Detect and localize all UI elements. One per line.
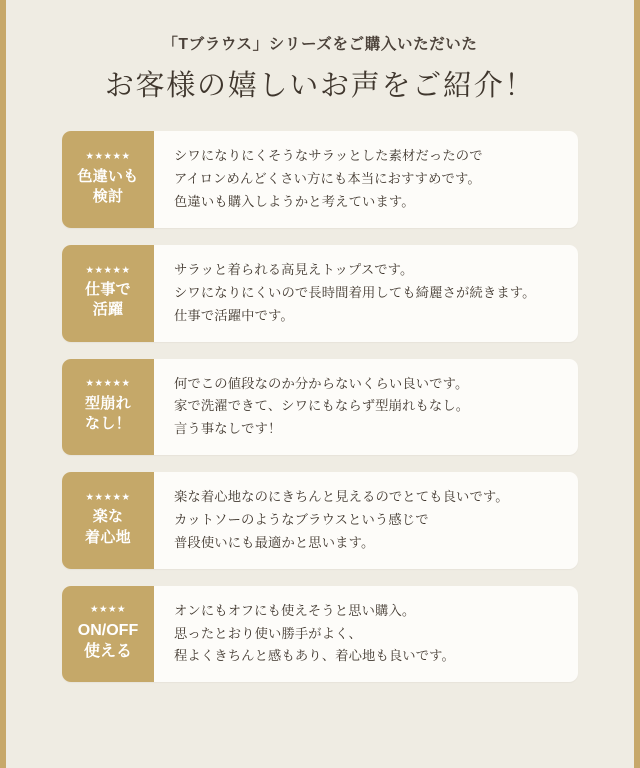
review-body [154,245,578,342]
review-line: 仕事で活躍中です。 [174,307,294,323]
review-line: 思ったとおり使い勝手がよく、 [174,625,362,641]
review-line: シワになりにくそうなサラッとした素材だったので [174,148,483,164]
status-badge [62,586,154,683]
star-rating-icon: ★★★★★ [85,378,131,390]
review-line: シワになりにくいので長時間着用しても綺麗さが続きます。 [174,284,536,300]
page-header [6,0,634,105]
review-body [154,472,578,569]
page-title: お客様の嬉しいお声をご紹介！ [104,69,536,102]
review-line: サラッと着られる高見えトップスです。 [174,261,414,277]
badge-label-line1: ON/OFF [77,621,139,639]
review-line: 楽な着心地なのにきちんと見えるのでとても良いです。 [174,489,509,505]
review-line: 程よくきちんと感もあり、着心地も良いです。 [174,648,455,664]
star-rating-icon: ★★★★★ [85,491,131,503]
header-subtitle: 「Tブラウス」シリーズをご購入いただいた [162,36,478,53]
star-rating-icon: ★★★★★ [85,264,131,276]
badge-label-line2: 着心地 [85,528,131,546]
badge-label [77,167,138,208]
badge-label-line1: 型崩れ [85,394,131,412]
list-item [62,586,578,683]
badge-label-line1: 色違いも [77,167,139,185]
badge-label-line2: 使える [83,643,132,661]
badge-label [85,394,131,435]
status-badge [62,359,154,456]
badge-label-line2: 活躍 [92,301,124,319]
review-list [6,131,634,682]
list-item [62,472,578,569]
badge-label-line2: 検討 [92,187,124,205]
list-item [62,245,578,342]
list-item [62,131,578,228]
review-line: カットソーのようなブラウスという感じで [174,511,429,527]
status-badge [62,131,154,228]
review-body [154,359,578,456]
review-line: 普段使いにも最適かと思います。 [174,534,375,550]
review-line: 言う事なしです！ [174,421,282,437]
badge-label-line1: 楽な [92,508,124,526]
review-line: 家で洗濯できて、シワにもならず型崩れもなし。 [174,398,470,414]
review-line: 色違いも購入しようかと考えています。 [174,194,415,210]
status-badge [62,245,154,342]
badge-label [78,620,138,663]
badge-label-line1: 仕事で [85,281,131,299]
review-body [154,131,578,228]
review-line: オンにもオフにも使えそうと思い購入。 [174,602,416,618]
badge-label [85,280,131,321]
list-item [62,359,578,456]
status-badge [62,472,154,569]
badge-label-line2: なし！ [85,415,131,433]
star-rating-icon: ★★★★ [89,604,127,616]
review-line: アイロンめんどくさい方にも本当におすすめです。 [174,171,481,187]
review-body [154,586,578,683]
review-line: 何でこの値段なのか分からないくらい良いです。 [174,375,469,391]
badge-label [85,507,131,548]
star-rating-icon: ★★★★★ [85,151,131,163]
